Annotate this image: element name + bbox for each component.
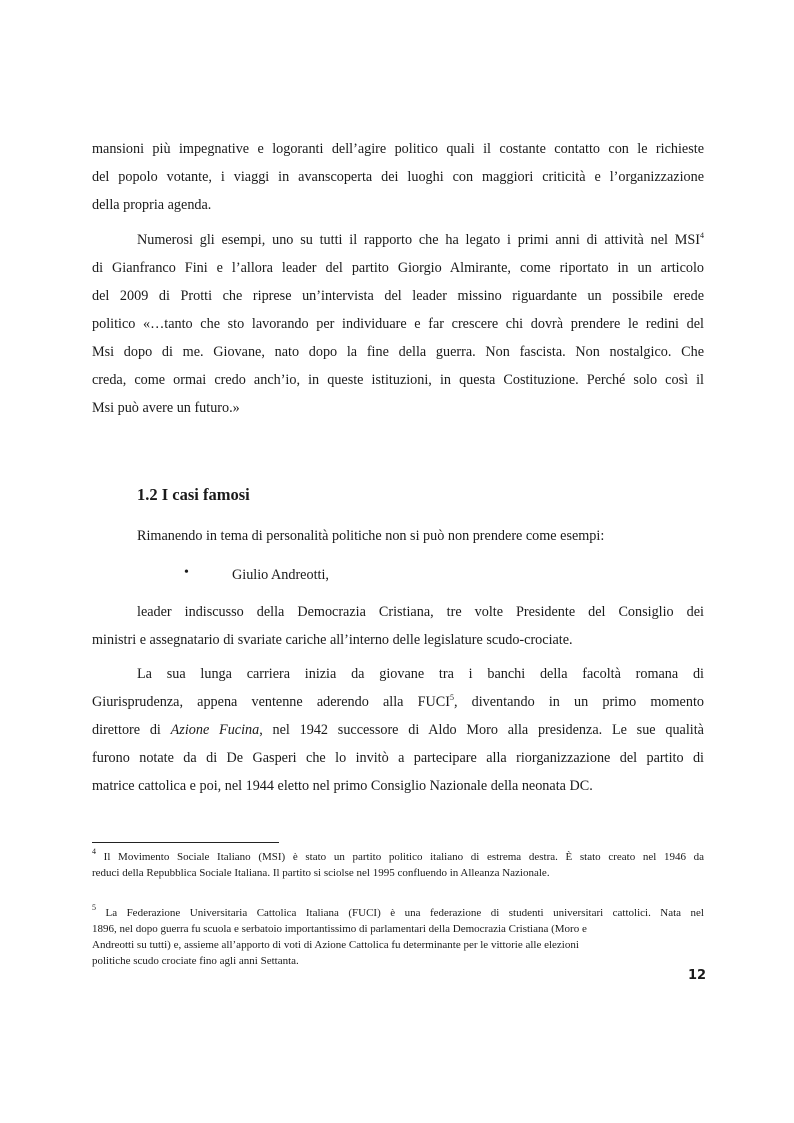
text-line (92, 693, 704, 711)
bullet-text: Giulio Andreotti, (232, 567, 329, 583)
footnote-ref-4: 4 (700, 231, 704, 240)
italic-title: Azione Fucina (170, 722, 260, 738)
text-line: politico «…tanto che sto lavorando per individuare e far crescere chi dovrà prendere le redini del (92, 316, 704, 332)
text-line: Msi può avere un futuro.» (92, 400, 240, 416)
footnote-line: Andreotti su tutti) e, assieme all’apporto di voti di Azione Cattolica fu determinante per le vittorie alle elezioni (92, 939, 579, 951)
text-line: ministri e assegnatario di svariate cariche all’interno delle legislature scudo-crociate. (92, 632, 573, 648)
text-span: Giurisprudenza, appena ventenne aderendo alla FUCI (92, 694, 450, 710)
footnote-line (92, 903, 704, 920)
text-line (92, 721, 704, 739)
footnote-separator (92, 842, 279, 843)
footnote-ref-5: 5 (449, 693, 454, 702)
text-line: del popolo votante, i viaggi in avanscoperta dei luoghi con maggiori criticità e l’organizzazione (92, 169, 704, 185)
text-line: di Gianfranco Fini e l’allora leader del partito Giorgio Almirante, come riportato in un articolo (92, 260, 704, 276)
footnote-number: 4 (92, 847, 96, 856)
bullet-icon: • (184, 565, 189, 580)
text-span: , nel 1942 successore di Aldo Moro alla presidenza. Le sue qualità (259, 722, 704, 738)
page-number: 12 (688, 968, 707, 983)
section-heading: 1.2 I casi famosi (137, 485, 250, 504)
text-line: leader indiscusso della Democrazia Cristiana, tre volte Presidente del Consiglio dei (137, 604, 704, 620)
text-line: della propria agenda. (92, 197, 212, 213)
text-line (137, 231, 704, 249)
footnote-line: politiche scudo crociate fino agli anni Settanta. (92, 955, 299, 967)
footnote-line: reduci della Repubblica Sociale Italiana. Il partito si sciolse nel 1995 confluendo in Alleanza Nazionale. (92, 867, 550, 879)
footnote-line (92, 847, 704, 864)
text-span: Numerosi gli esempi, uno su tutti il rapporto che ha legato i primi anni di attività nel MSI (137, 232, 700, 248)
text-line: Rimanendo in tema di personalità politiche non si può non prendere come esempi: (137, 528, 605, 544)
text-line: Msi dopo di me. Giovane, nato dopo la fine della guerra. Non fascista. Non nostalgico. Che (92, 344, 704, 360)
text-line: creda, come ormai credo anch’io, in queste istituzioni, in questa Costituzione. Perché solo così il (92, 372, 704, 388)
text-line: mansioni più impegnative e logoranti dell’agire politico quali il costante contatto con le richieste (92, 141, 704, 157)
text-line: La sua lunga carriera inizia da giovane tra i banchi della facoltà romana di (137, 666, 704, 682)
text-line: matrice cattolica e poi, nel 1944 eletto nel primo Consiglio Nazionale della neonata DC. (92, 778, 593, 794)
footnote-number: 5 (92, 903, 96, 912)
footnote-line: 1896, nel dopo guerra fu scuola e serbatoio importantissimo di parlamentari della Democrazia Cristiana (Moro e (92, 923, 587, 935)
text-span: direttore di (92, 722, 171, 738)
text-line: del 2009 di Protti che riprese un’intervista del leader missino riguardante un possibile erede (92, 288, 704, 304)
text-span: , diventando in un primo momento (453, 694, 704, 710)
text-span: La Federazione Universitaria Cattolica Italiana (FUCI) è una federazione di studenti universitari cattolici. Nata nel (96, 907, 704, 919)
text-span: Il Movimento Sociale Italiano (MSI) è stato un partito politico italiano di estrema destra. È stato creato nel 1946 da (96, 851, 704, 863)
text-line: furono notate da di De Gasperi che lo invitò a partecipare alla riorganizzazione del partito di (92, 750, 704, 766)
